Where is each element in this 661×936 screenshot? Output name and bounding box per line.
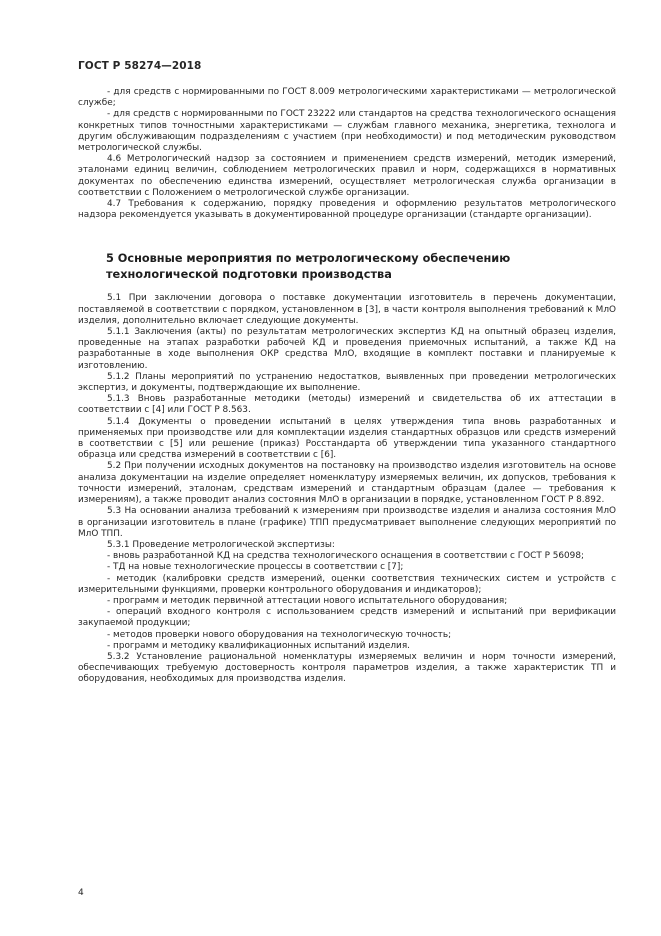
paragraph: - для средств с нормированными по ГОСТ 23222 или стандартов на средства технологического оснащения конкретных типов точностными характеристиками — службам главного механика, энергетика, технолога и другим обслуживающим подразделениям с участием (при необходимости) и под методическим руководством метрологической службы.: [78, 109, 616, 154]
paragraph: 5.1.1 Заключения (акты) по результатам метрологических экспертиз КД на опытный образец изделия, проведенные на этапах разработки рабочей КД и проведения приемочных испытаний, а также КД на разработанные в ходе выполнения ОКР средства МлО, входящие в комплект поставки и планируемые к изготовлению.: [78, 327, 616, 371]
paragraph: 5.3.1 Проведение метрологической экспертизы:: [107, 539, 335, 550]
page-number: 4: [78, 888, 84, 898]
section-title-line-2: технологической подготовки производства: [106, 268, 392, 282]
paragraph: 5.1 При заключении договора о поставке документации изготовитель в перечень документации, поставляемой в соответствии с порядком, установленном в [3], в части контроля выполнения требований к МлО изделия, дополнительно включает следующие документы.: [78, 293, 616, 326]
paragraph: 5.1.3 Вновь разработанные методики (методы) измерений и свидетельства об их аттестации в соответствии с [4] или ГОСТ Р 8.563.: [78, 394, 616, 416]
paragraph: 5.1.4 Документы о проведении испытаний в целях утверждения типа вновь разработанных и применяемых при производстве или для комплектации изделия стандартных образцов или средств измерений в соответствии с [5] или решение (приказ) Росстандарта об утверждении типа указанного стандартного образца или средства измерений в соответствии с [6].: [78, 416, 616, 461]
list-item: - программ и методику квалификационных испытаний изделия.: [107, 640, 410, 651]
paragraph: 5.2 При получении исходных документов на постановку на производство изделия изготовитель на основе анализа документации на изделие определяет номенклатуру измеряемых величин, их допусков, требования к точности измерений, эталонам, средствам измерений и стандартным образцам (далее — требования к измерениям), а также проводит анализ состояния МлО в организации в порядке, установленном ГОСТ Р 8.892.: [78, 461, 616, 506]
paragraph: 4.7 Требования к содержанию, порядку проведения и оформлению результатов метрологического надзора рекомендуется указывать в документированной процедуре организации (стандарте организации).: [78, 199, 616, 221]
document-body: [78, 87, 616, 686]
list-item: - программ и методик первичной аттестации нового испытательного оборудования;: [107, 595, 508, 606]
paragraph: 5.1.2 Планы мероприятий по устранению недостатков, выявленных при проведении метрологических экспертиз, и документы, подтверждающие их выполнение.: [78, 371, 616, 394]
paragraph: - для средств с нормированными по ГОСТ 8.009 метрологическими характеристиками — метрологической службе;: [78, 87, 616, 109]
list-item: - ТД на новые технологические процессы в соответствии с [7];: [107, 562, 404, 573]
paragraph: 5.3.2 Установление рациональной номенклатуры измеряемых величин и норм точности измерений, обеспечивающих требуемую достоверность контроля параметров изделия, а также характеристик ТП и оборудования, необходимых для производства изделия.: [78, 651, 616, 685]
list-item: - методов проверки нового оборудования на технологическую точность;: [107, 629, 452, 640]
section-5-title: [78, 251, 616, 283]
list-item: - операций входного контроля с использованием средств измерений и испытаний при верификации закупаемой продукции;: [78, 607, 616, 629]
document-code-header: ГОСТ Р 58274—2018: [78, 60, 202, 72]
list-item: - вновь разработанной КД на средства технологического оснащения в соответствии с ГОСТ Р 56098;: [107, 551, 584, 562]
paragraph: 5.3 На основании анализа требований к измерениям при производстве изделия и анализа состояния МлО в организации изготовитель в плане (графике) ТПП предусматривает выполнение следующих мероприятий по МлО ТПП.: [78, 506, 616, 539]
paragraphs-before-section: [78, 87, 616, 221]
section-title-line-1: 5 Основные мероприятия по метрологическому обеспечению: [106, 252, 511, 266]
paragraph: 4.6 Метрологический надзор за состоянием и применением средств измерений, методик измерений, эталонами единиц величин, соблюдением метрологических правил и норм, содержащихся в нормативных документах по обеспечению единства измерений, осуществляет метрологическая служба организации в соответствии с Положением о метрологической службе организации.: [78, 154, 616, 198]
paragraphs-after-section: [78, 293, 616, 685]
list-item: - методик (калибровки средств измерений, оценки соответствия технических систем и устройств с измерительными функциями, проверки контрольного оборудования и индикаторов);: [78, 573, 616, 595]
